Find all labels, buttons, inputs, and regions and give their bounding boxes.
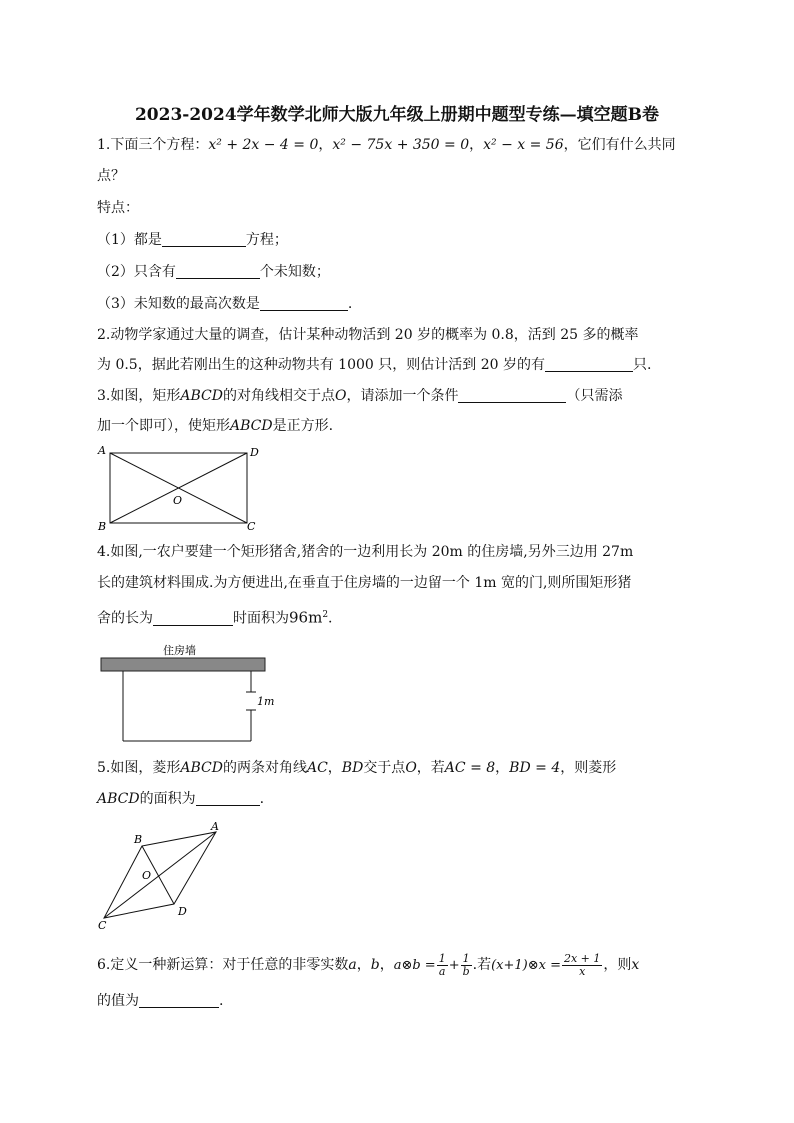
door-label: 1m (257, 695, 275, 708)
q1-blank2[interactable] (176, 264, 260, 279)
q1-eq3: x² − x = 56 (483, 137, 564, 153)
q3-o: O (334, 388, 347, 404)
label-d: D (178, 905, 187, 918)
label-o: O (142, 869, 152, 882)
q6-text-end: ，则 (603, 957, 632, 973)
q1-item2-text: （2）只含有 (97, 264, 176, 280)
q5-text-c: ， (327, 760, 342, 776)
q5-text-e: ，若 (416, 760, 445, 776)
q3-line2-abcd: ABCD (230, 418, 273, 434)
q1-item1-text: （1）都是 (97, 232, 162, 248)
q3-text-d: （只需添 (566, 388, 623, 404)
q3-line1 (97, 386, 622, 406)
label-o: O (173, 494, 183, 507)
q4-line3-end: . (328, 610, 333, 627)
q1-item3 (97, 294, 352, 314)
q3-abcd: ABCD (180, 388, 223, 404)
label-d: D (250, 446, 259, 459)
q3-line2-text: 加一个即可），使矩形 (97, 418, 230, 434)
q1-item2 (97, 262, 330, 282)
q1-item1 (97, 230, 288, 250)
q5-line2-abcd: ABCD (97, 791, 140, 807)
q6-frac1-den: a (438, 964, 446, 978)
q6-frac3 (562, 953, 602, 978)
diagonal-ac (104, 832, 216, 918)
q4-line1: 4.如图,一农户要建一个矩形猪舍,猪舍的一边利用长为 20m 的住房墙,另外三边用 27m (97, 544, 634, 560)
house-wall (101, 658, 265, 671)
q5-text-a: 5.如图，菱形 (97, 760, 181, 776)
q6-cond-lhs: (x+1)⊗x = (491, 958, 561, 973)
q1-item3-end: . (347, 296, 353, 312)
q5-cond1: AC = 8 (444, 760, 496, 776)
q5-line2-text: 的面积为 (139, 791, 196, 807)
label-b: B (98, 520, 107, 533)
q6-blank[interactable] (139, 993, 219, 1008)
q1-features: 特点： (97, 200, 139, 216)
q6-line1 (97, 950, 639, 981)
q6-var-b: b (370, 957, 380, 973)
q3-text-c: ，请添加一个条件 (346, 388, 459, 404)
q1-blank1[interactable] (162, 232, 246, 247)
label-a: A (98, 444, 106, 457)
q1-sep2: ， (469, 137, 484, 153)
label-c: C (247, 520, 256, 533)
q1-item2-end: 个未知数； (259, 264, 330, 280)
q5-blank[interactable] (196, 791, 260, 806)
q6-line2-text: 的值为 (97, 993, 139, 1009)
q4-blank[interactable] (153, 611, 233, 626)
q6-op-lhs: a⊗b = (393, 958, 436, 973)
q6-var-x: x (631, 957, 640, 973)
q5-text-g: ，则菱形 (560, 760, 617, 776)
q5-text-b: 的两条对角线 (222, 760, 307, 776)
label-c: C (98, 919, 107, 932)
q4-area-sup: 2 (322, 610, 329, 620)
q5-line2 (97, 789, 264, 809)
q1-prefix: 1.下面三个方程： (97, 137, 209, 153)
q1-line2: 点？ (97, 168, 125, 184)
q3-line2 (97, 416, 333, 436)
q1-sep1: ， (318, 137, 333, 153)
q6-frac2 (461, 953, 472, 978)
label-b: B (134, 833, 143, 846)
rhombus-diagram (92, 818, 232, 933)
q2-line2-text: 为 0.5，据此若刚出生的这种动物共有 1000 只，则估计活到 20 岁的有 (97, 357, 545, 373)
q6-frac2-den: b (462, 964, 470, 978)
q6-comma2: ， (379, 957, 394, 973)
q5-bd: BD (341, 760, 364, 776)
q5-text-d: 交于点 (363, 760, 406, 776)
q6-line2-end: . (219, 993, 224, 1009)
q6-frac2-num: 1 (461, 953, 472, 966)
q1-blank3[interactable] (260, 296, 348, 311)
q4-area: 96m (289, 608, 323, 627)
q1-item1-end: 方程； (245, 232, 288, 248)
q3-text-a: 3.如图，矩形 (97, 388, 181, 404)
q6-if: .若 (472, 957, 492, 973)
q1-suffix: ，它们有什么共同 (563, 137, 676, 153)
q1-eq1: x² + 2x − 4 = 0 (208, 137, 319, 153)
q5-cond2: BD = 4 (509, 760, 561, 776)
q4-line3 (97, 605, 333, 629)
q1-line1 (97, 135, 676, 155)
q4-line3-mid: 时面积为 (233, 610, 289, 627)
q6-comma1: ， (356, 957, 371, 973)
label-a: A (211, 820, 219, 833)
q2-line2 (97, 355, 651, 375)
rectangle-diagram (90, 440, 270, 540)
pigpen-diagram (95, 638, 275, 748)
q6-var-a: a (348, 957, 357, 973)
q1-item3-text: （3）未知数的最高次数是 (97, 296, 260, 312)
q5-line1 (97, 758, 616, 778)
q3-line2-end: 是正方形. (272, 418, 334, 434)
wall-label: 住房墙 (163, 644, 196, 657)
q6-text-a: 6.定义一种新运算：对于任意的非零实数 (97, 957, 349, 973)
q5-text-f: ， (495, 760, 510, 776)
q6-frac1 (437, 953, 448, 978)
q5-line2-end: . (259, 791, 265, 807)
q4-line2: 长的建筑材料围成.为方便进出,在垂直于住房墙的一边留一个 1m 宽的门,则所围矩形猪 (97, 575, 632, 591)
q6-frac1-num: 1 (438, 951, 446, 965)
q6-frac3-num: 2x + 1 (563, 951, 601, 965)
q1-eq2: x² − 75x + 350 = 0 (332, 137, 470, 153)
q6-line2 (97, 991, 223, 1011)
page-title: 2023-2024学年数学北师大版九年级上册期中题型专练—填空题B卷 (134, 105, 660, 125)
q2-line2-end: 只. (632, 357, 652, 373)
q6-plus: + (448, 958, 460, 973)
q6-frac3-den: x (579, 964, 586, 978)
q3-blank[interactable] (458, 388, 566, 403)
q3-text-b: 的对角线相交于点 (222, 388, 335, 404)
q5-o: O (405, 760, 417, 776)
q2-blank[interactable] (545, 357, 633, 372)
q4-line3-text: 舍的长为 (97, 610, 153, 627)
q5-abcd: ABCD (180, 760, 223, 776)
q2-line1: 2.动物学家通过大量的调查，估计某种动物活到 20 岁的概率为 0.8，活到 25 多的概率 (97, 327, 639, 343)
q5-ac: AC (306, 760, 328, 776)
